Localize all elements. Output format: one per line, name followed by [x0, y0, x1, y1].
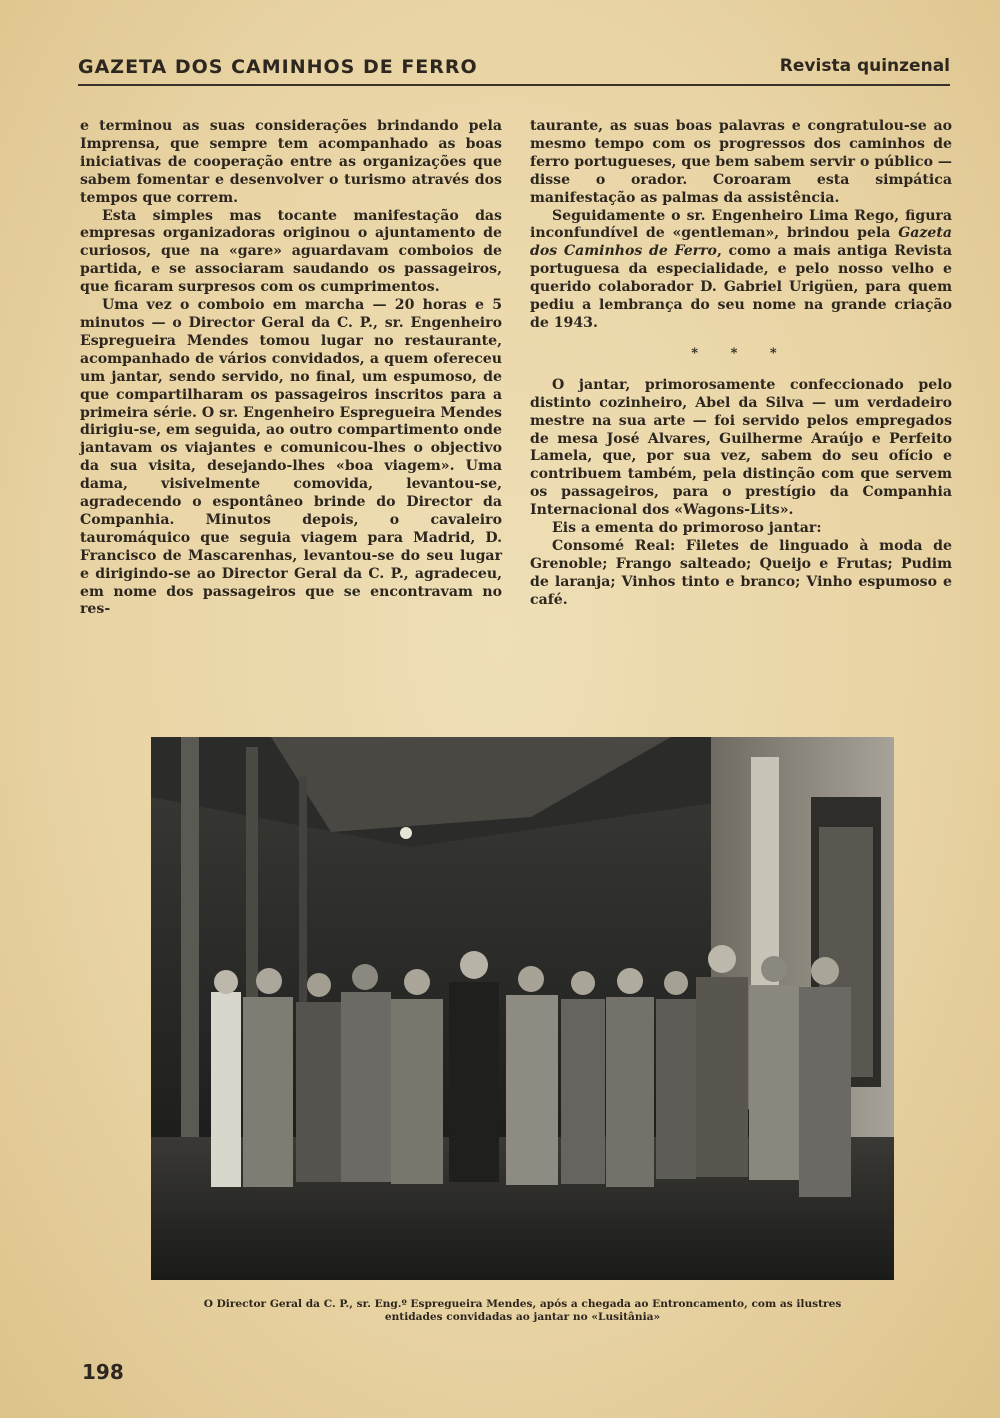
- paragraph: O jantar, primorosamente confeccionado pelo distinto cozinheiro, Abel da Silva — um verdadeiro mestre na sua arte — foi servido pelos empregados de mesa José Alvares, Guilherme Araújo e Perfeito Lamela, que, por sua vez, sabem do seu ofício e contribuem também, pela distinção com que servem os passageiros, para o prestígio da Companhia Internacional dos «Wagons-Lits».: [530, 376, 952, 519]
- publication-name: Gazeta dos Caminhos de Ferro: [530, 225, 952, 260]
- right-text-column: [530, 118, 952, 610]
- page-number: 198: [82, 1360, 124, 1384]
- paragraph-text: , como a mais antiga Revista portuguesa da especialidade, e pelo nosso velho e querido colaborador D. Gabriel Urigüen, para quem pediu a lembrança do seu nome na grande criação de 1943.: [530, 243, 952, 331]
- magazine-title: GAZETA DOS CAMINHOS DE FERRO: [78, 56, 478, 78]
- paragraph: Esta simples mas tocante manifestação das empresas organizadoras originou o ajuntamento de curiosos, que na «gare» aguardavam comboios de partida, e se associaram saudando os passageiros, que ficaram surpresos com os cumprimentos.: [80, 207, 502, 296]
- paragraph: taurante, as suas boas palavras e congratulou-se ao mesmo tempo com os progressos dos caminhos de ferro portugueses, que bem sabem servir o público — disse o orador. Coroaram esta simpática manifestação as palmas da assistência.: [530, 118, 952, 206]
- group-photograph: [151, 737, 894, 1280]
- paragraph: e terminou as suas considerações brindando pela Imprensa, que sempre tem acompanhado as boas iniciativas de cooperação entre as organizações que sabem fomentar e desenvolver o turismo através dos tempos que correm.: [80, 118, 502, 206]
- paragraph: [530, 208, 952, 333]
- paragraph: Uma vez o comboio em marcha — 20 horas e 5 minutos — o Director Geral da C. P., sr. Engenheiro Espregueira Mendes tomou lugar no restaurante, acompanhado de vários convidados, a quem ofereceu um jantar, sendo servido, no final, um espumoso, de que compartilharam os passageiros inscritos para a primeira série. O sr. Engenheiro Espregueira Mendes dirigiu-se, em seguida, ao outro compartimento onde jantavam os viajantes e comunicou-lhes o objectivo da sua visita, desejando-lhes «boa viagem». Uma dama, visivelmente comovida, levantou-se, agradecendo o espontâneo brinde do Director da Companhia. Minutos depois, o cavaleiro tauromáquico que seguia viagem para Madrid, D. Francisco de Mascarenhas, levantou-se do seu lugar e dirigindo-se ao Director Geral da C. P., agradeceu, em nome dos passageiros que se encontravam no res-: [80, 297, 502, 618]
- paragraph: Consomé Real: Filetes de linguado à moda de Grenoble; Frango salteado; Queijo e Frutas; Pudim de laranja; Vinhos tinto e branco; Vinho espumoso e café.: [530, 537, 952, 608]
- left-text-column: [80, 118, 502, 619]
- page-header: [78, 56, 950, 86]
- paragraph-text: Seguidamente o sr. Engenheiro Lima Rego, figura inconfundível de «gentleman», brindou pela: [530, 207, 952, 242]
- paragraph: Eis a ementa do primoroso jantar:: [552, 520, 822, 537]
- magazine-subtitle: Revista quinzenal: [779, 56, 950, 76]
- photo-caption: O Director Geral da C. P., sr. Eng.º Espregueira Mendes, após a chegada ao Entroncamento, com as ilustres entidades convidadas ao jantar no «Lusitânia»: [203, 1298, 842, 1323]
- section-separator: * * *: [691, 345, 791, 361]
- photo-image: [151, 737, 894, 1280]
